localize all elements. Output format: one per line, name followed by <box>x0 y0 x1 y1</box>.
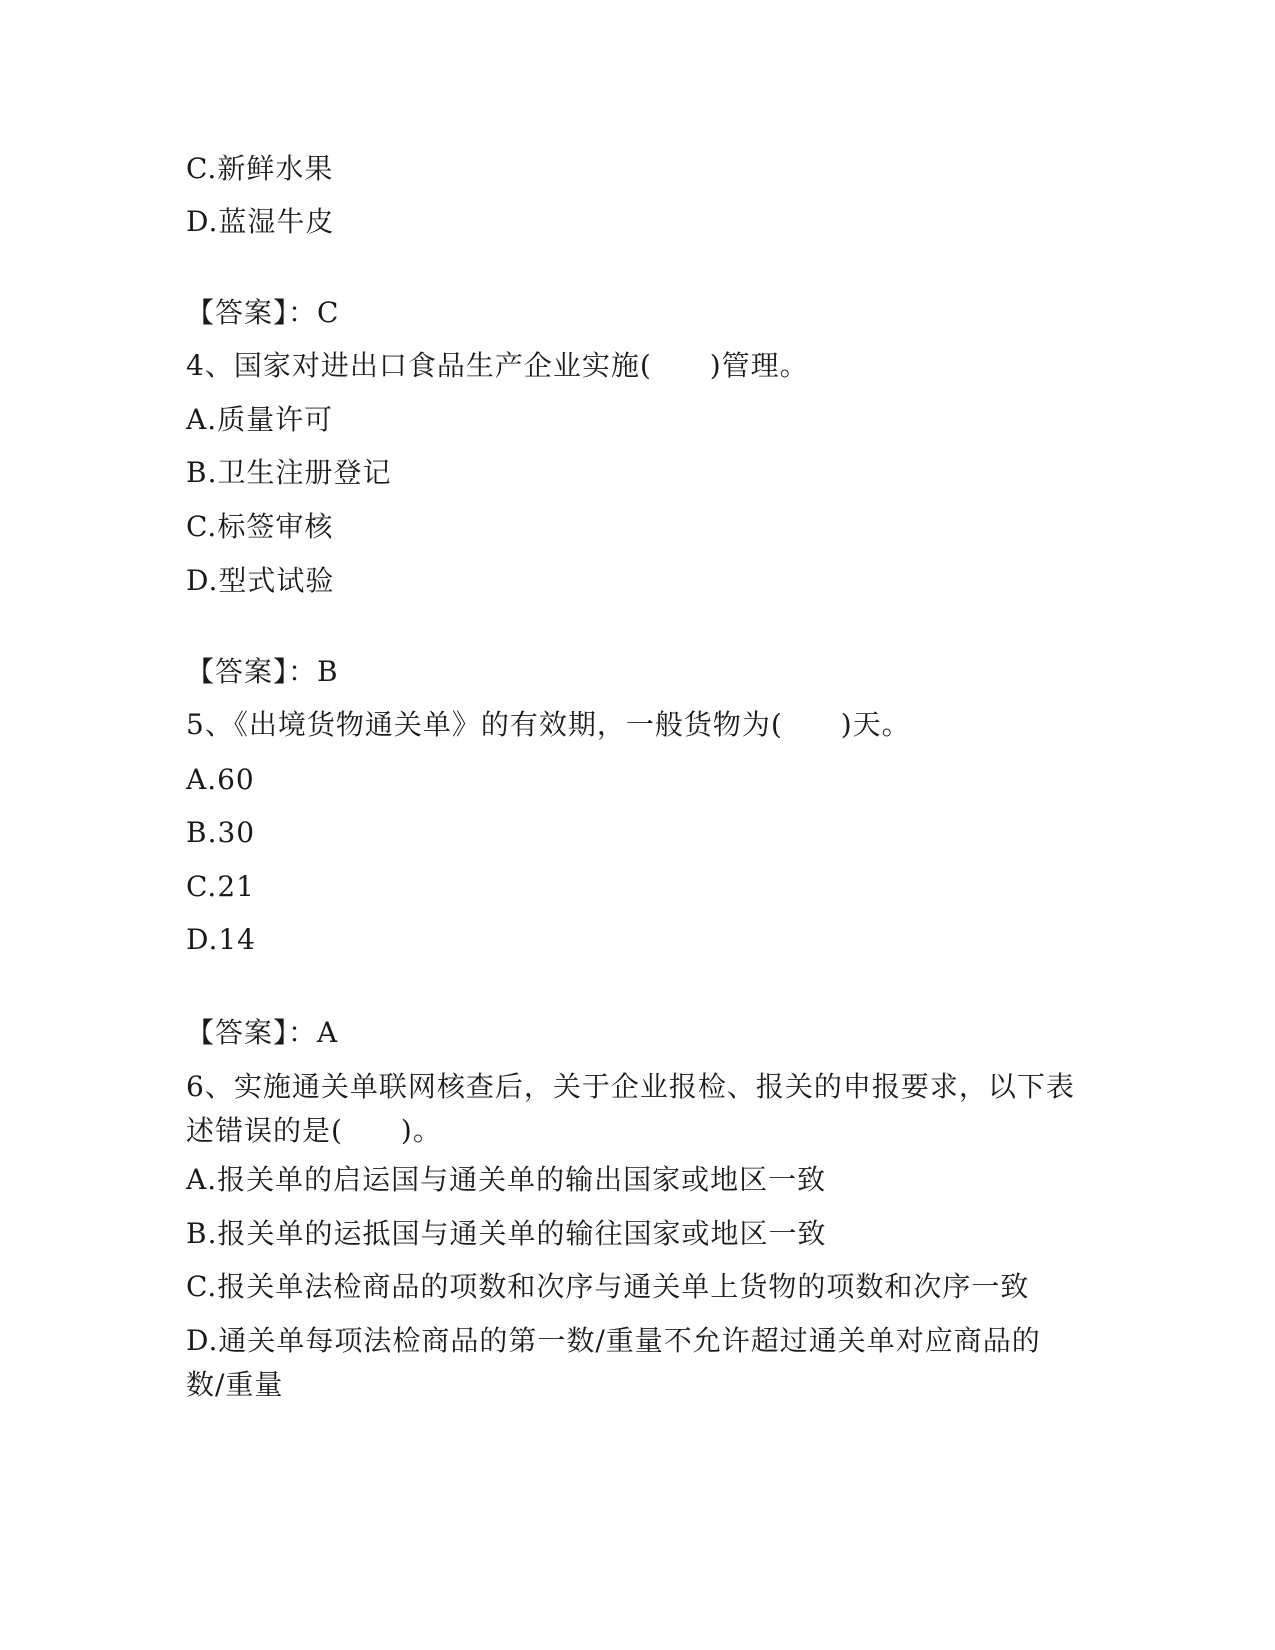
q5-answer: 【答案】：A <box>186 1016 339 1049</box>
q6-option-c: C.报关单法检商品的项数和次序与通关单上货物的项数和次序一致 <box>186 1270 1030 1303</box>
q4-option-c: C.标签审核 <box>186 510 334 543</box>
q4-answer: 【答案】：B <box>186 655 339 688</box>
q4-option-b: B.卫生注册登记 <box>186 456 392 489</box>
q5-option-c: C.21 <box>186 870 255 903</box>
q6-question: 6、实施通关单联网核查后，关于企业报检、报关的申报要求，以下表述错误的是( )。 <box>186 1070 1075 1147</box>
q3-option-d: D.蓝湿牛皮 <box>186 205 335 238</box>
q4-option-d: D.型式试验 <box>186 564 335 597</box>
q5-option-b: B.30 <box>186 816 256 849</box>
q6-option-b: B.报关单的运抵国与通关单的输往国家或地区一致 <box>186 1217 827 1250</box>
q4-option-a: A.质量许可 <box>186 403 334 436</box>
q3-answer: 【答案】：C <box>186 296 340 329</box>
q6-option-a: A.报关单的启运国与通关单的输出国家或地区一致 <box>186 1163 827 1196</box>
q5-option-a: A.60 <box>186 763 255 796</box>
q5-question: 5、《出境货物通关单》的有效期，一般货物为( )天。 <box>186 708 911 741</box>
q6-option-d: D.通关单每项法检商品的第一数/重量不允许超过通关单对应商品的数/重量 <box>186 1324 1041 1401</box>
q5-option-d: D.14 <box>186 923 256 956</box>
q4-question: 4、国家对进出口食品生产企业实施( )管理。 <box>186 349 809 382</box>
q3-option-c: C.新鲜水果 <box>186 152 334 185</box>
